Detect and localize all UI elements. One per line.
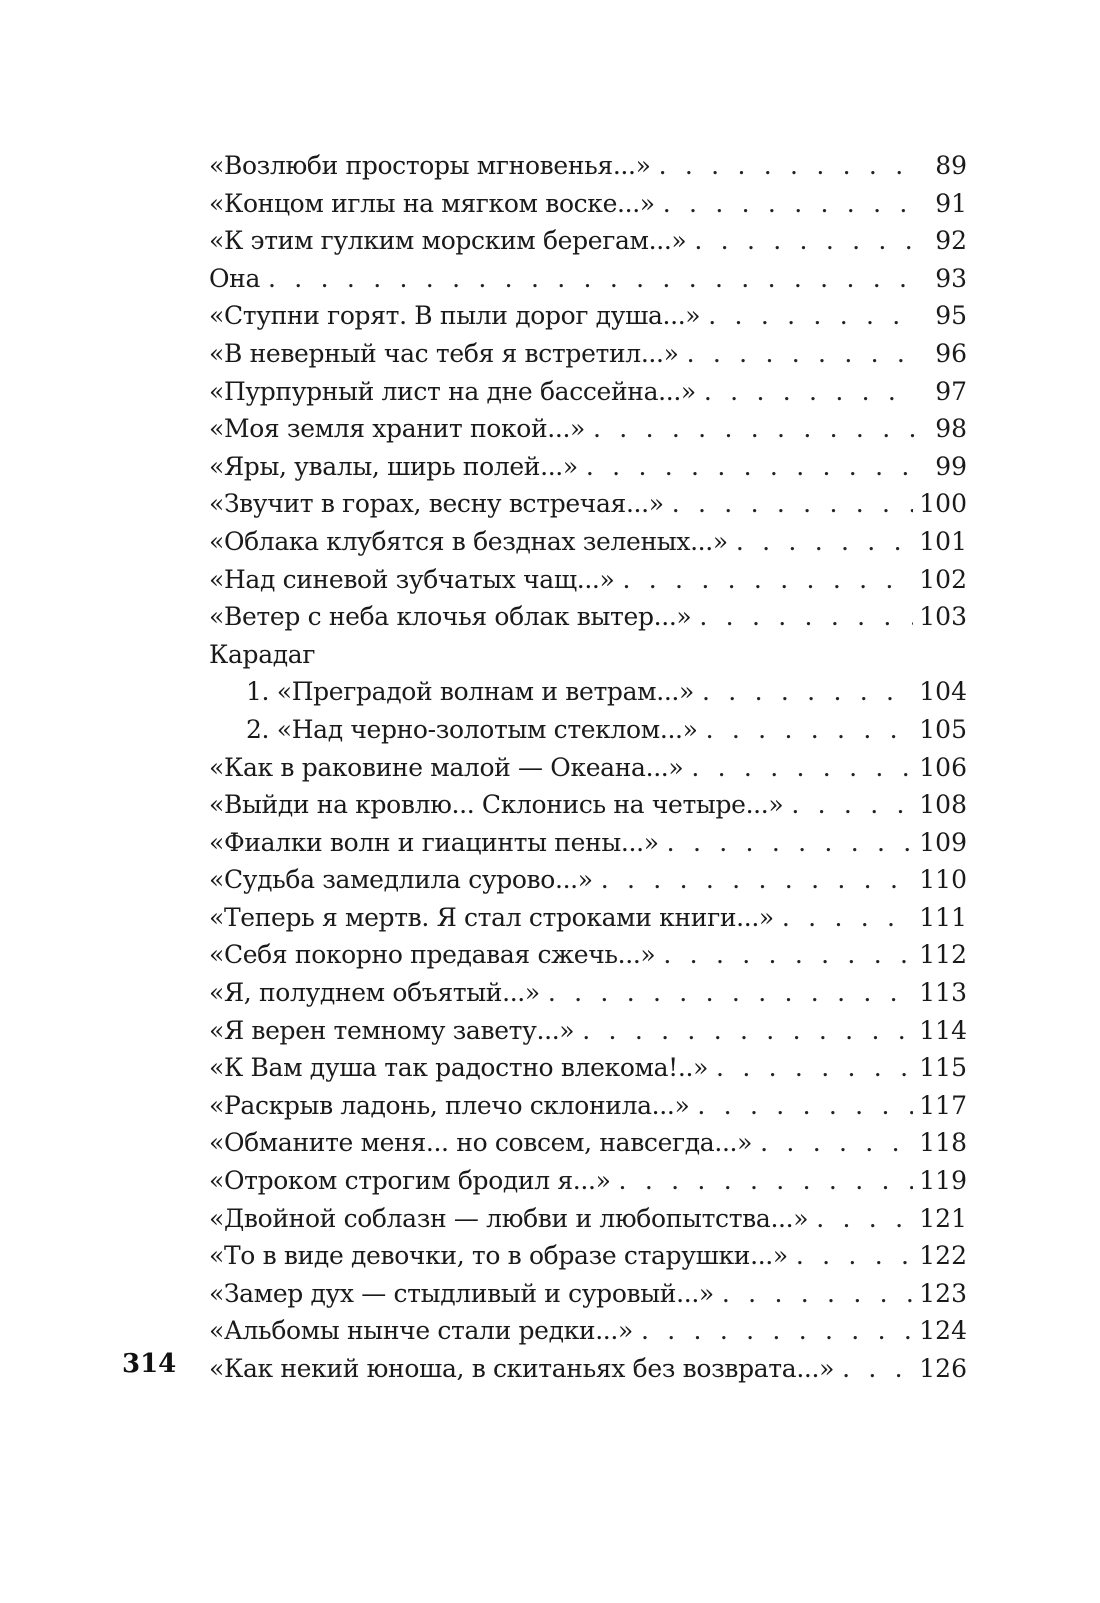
toc-entry — [209, 147, 967, 185]
dot-leader — [842, 1350, 913, 1388]
toc-entry-title: «Себя покорно предавая сжечь...» — [209, 940, 656, 970]
page-number: 314 — [122, 1349, 177, 1379]
toc-entry — [209, 222, 967, 260]
toc-entry — [209, 448, 967, 486]
dot-leader — [697, 1087, 913, 1125]
toc-entry-title: «В неверный час тебя я встретил...» — [209, 338, 679, 368]
dot-leader — [722, 1275, 913, 1313]
toc-entry-title: «Возлюби просторы мгновенья...» — [209, 151, 651, 180]
toc-entry — [209, 297, 967, 335]
toc-entry-page: 101 — [919, 526, 967, 556]
toc-entry — [209, 410, 967, 448]
toc-entry-page: 122 — [919, 1241, 967, 1271]
toc-entry — [209, 824, 967, 862]
toc-entry — [209, 899, 967, 937]
toc-entry-page: 98 — [935, 414, 967, 444]
dot-leader — [702, 673, 913, 711]
toc-entry-title: «Ветер с неба клочья облак вытер...» — [209, 602, 692, 632]
toc-entry — [209, 1200, 967, 1238]
toc-entry — [209, 749, 967, 787]
toc-entry-page: 115 — [919, 1053, 967, 1083]
toc-entry-title: «Теперь я мертв. Я стал строками книги...» — [209, 902, 774, 932]
toc-entry-page: 112 — [919, 940, 967, 970]
toc-entry-page: 95 — [935, 301, 967, 331]
toc-entry — [209, 1162, 967, 1200]
dot-leader — [548, 974, 913, 1012]
toc-entry — [209, 260, 967, 298]
toc-entry — [209, 974, 967, 1012]
dot-leader — [791, 786, 913, 824]
toc-entry — [209, 1049, 967, 1087]
toc-entry-title: «К этим гулким морским берегам...» — [209, 226, 687, 256]
toc-entry — [209, 786, 967, 824]
dot-leader — [704, 373, 915, 411]
toc-entry-page: 93 — [935, 263, 967, 293]
toc-entry — [209, 1124, 967, 1162]
toc-entry — [209, 185, 967, 223]
toc-entry-page: 117 — [919, 1090, 967, 1120]
toc-entry — [209, 1087, 967, 1125]
toc-entry — [209, 523, 967, 561]
dot-leader — [601, 861, 914, 899]
toc-entry-title: «Яры, увалы, ширь полей...» — [209, 451, 578, 481]
dot-leader — [816, 1200, 913, 1238]
dot-leader — [667, 824, 914, 862]
toc-entry-page: 110 — [919, 865, 967, 895]
dot-leader — [694, 222, 915, 260]
dot-leader — [268, 260, 915, 298]
toc-entry — [209, 561, 967, 599]
dot-leader — [760, 1124, 913, 1162]
toc-entry-title: «Пурпурный лист на дне бассейна...» — [209, 376, 696, 406]
toc-entry — [209, 1275, 967, 1313]
dot-leader — [708, 297, 915, 335]
toc-entry-page: 119 — [919, 1166, 967, 1196]
toc-entry-title: «Двойной соблазн — любви и любопытства...» — [209, 1203, 809, 1233]
toc-entry-page: 118 — [919, 1128, 967, 1158]
toc-entry — [209, 936, 967, 974]
dot-leader — [796, 1237, 913, 1275]
dot-leader — [586, 448, 915, 486]
toc-entry-page: 103 — [919, 602, 967, 632]
toc-entry-title: «Я, полуднем объятый...» — [209, 978, 540, 1008]
toc-entry-title: «Как в раковине малой — Океана...» — [209, 752, 684, 782]
toc-entry — [209, 1312, 967, 1350]
toc-entry-title: «Моя земля хранит покой...» — [209, 414, 585, 444]
toc-entry-title: «Я верен темному завету...» — [209, 1015, 575, 1045]
toc-entry-page: 109 — [919, 827, 967, 857]
dot-leader — [641, 1312, 913, 1350]
toc-entry — [209, 1237, 967, 1275]
toc-entry-title: 2. «Над черно-золотым стеклом...» — [246, 714, 698, 744]
dot-leader — [622, 561, 913, 599]
toc-entry-title: «Ступни горят. В пыли дорог душа...» — [209, 301, 701, 331]
dot-leader — [582, 1012, 913, 1050]
toc-entry-page: 106 — [919, 752, 967, 782]
toc-entry-page: 121 — [919, 1203, 967, 1233]
toc-entry-page: 91 — [935, 188, 967, 218]
toc-entry-page: 89 — [935, 151, 967, 180]
toc-entry-title: «Раскрыв ладонь, плечо склонила...» — [209, 1090, 690, 1120]
toc-entry-title: «Обманите меня... но совсем, навсегда...» — [209, 1128, 753, 1158]
toc-entry-page: 124 — [919, 1316, 967, 1346]
dot-leader — [659, 147, 915, 185]
toc-entry — [209, 1012, 967, 1050]
toc-entry — [209, 485, 967, 523]
dot-leader — [687, 335, 915, 373]
dot-leader — [691, 749, 913, 787]
toc-entry-page: 97 — [935, 376, 967, 406]
toc-section-heading — [209, 636, 967, 674]
toc-entry-title: 1. «Преградой волнам и ветрам...» — [246, 677, 694, 707]
toc-entry-page: 126 — [919, 1354, 967, 1383]
toc-entry-page: 92 — [935, 226, 967, 256]
dot-leader — [706, 711, 914, 749]
toc-entry-title: «Над синевой зубчатых чащ...» — [209, 564, 615, 594]
toc-entry-page: 104 — [919, 677, 967, 707]
toc-entry-title: «Облака клубятся в безднах зеленых...» — [209, 526, 728, 556]
toc-entry-page: 111 — [919, 902, 967, 932]
toc-entry-title: «Замер дух — стыдливый и суровый...» — [209, 1278, 714, 1308]
toc-entry-title: «Выйди на кровлю... Склонись на четыре...» — [209, 790, 784, 820]
toc-entry — [209, 373, 967, 411]
dot-leader — [716, 1049, 913, 1087]
toc-entry-page: 113 — [919, 978, 967, 1008]
toc-entry-title: Она — [209, 263, 261, 293]
toc-entry-title: «К Вам душа так радостно влекома!..» — [209, 1053, 709, 1083]
dot-leader — [782, 899, 913, 937]
toc-entry-page: 105 — [919, 714, 967, 744]
toc-entry-title: «Альбомы нынче стали редки...» — [209, 1316, 633, 1346]
toc-entry-title: «Отроком строгим бродил я...» — [209, 1166, 611, 1196]
toc-entry — [209, 711, 967, 749]
toc-entry-title: «Фиалки волн и гиацинты пены...» — [209, 827, 659, 857]
dot-leader — [593, 410, 915, 448]
toc-entry-title: «Судьба замедлила сурово...» — [209, 865, 593, 895]
dot-leader — [663, 936, 913, 974]
toc-entry-page: 99 — [935, 451, 967, 481]
toc-entry-page: 96 — [935, 338, 967, 368]
dot-leader — [736, 523, 913, 561]
toc-entry-page: 108 — [919, 790, 967, 820]
dot-leader — [699, 598, 913, 636]
toc-entry-title: «Концом иглы на мягком воске...» — [209, 188, 655, 218]
dot-leader — [672, 485, 914, 523]
toc-entry — [209, 1350, 967, 1388]
toc-entry-page: 102 — [919, 564, 967, 594]
toc-entry-title: «Как некий юноша, в скитаньях без возврата...» — [209, 1354, 835, 1383]
toc-entry — [209, 861, 967, 899]
dot-leader — [619, 1162, 914, 1200]
toc-entry — [209, 598, 967, 636]
toc-entry-title: «То в виде девочки, то в образе старушки...» — [209, 1241, 788, 1271]
toc-entry-title: «Звучит в горах, весну встречая...» — [209, 489, 664, 519]
toc-entry — [209, 335, 967, 373]
toc-entry — [209, 673, 967, 711]
toc-entry-page: 100 — [919, 489, 967, 519]
toc-entry-title: Карадаг — [209, 639, 316, 669]
table-of-contents — [209, 147, 967, 1388]
toc-entry-page: 114 — [919, 1015, 967, 1045]
dot-leader — [663, 185, 915, 223]
toc-entry-page: 123 — [919, 1278, 967, 1308]
